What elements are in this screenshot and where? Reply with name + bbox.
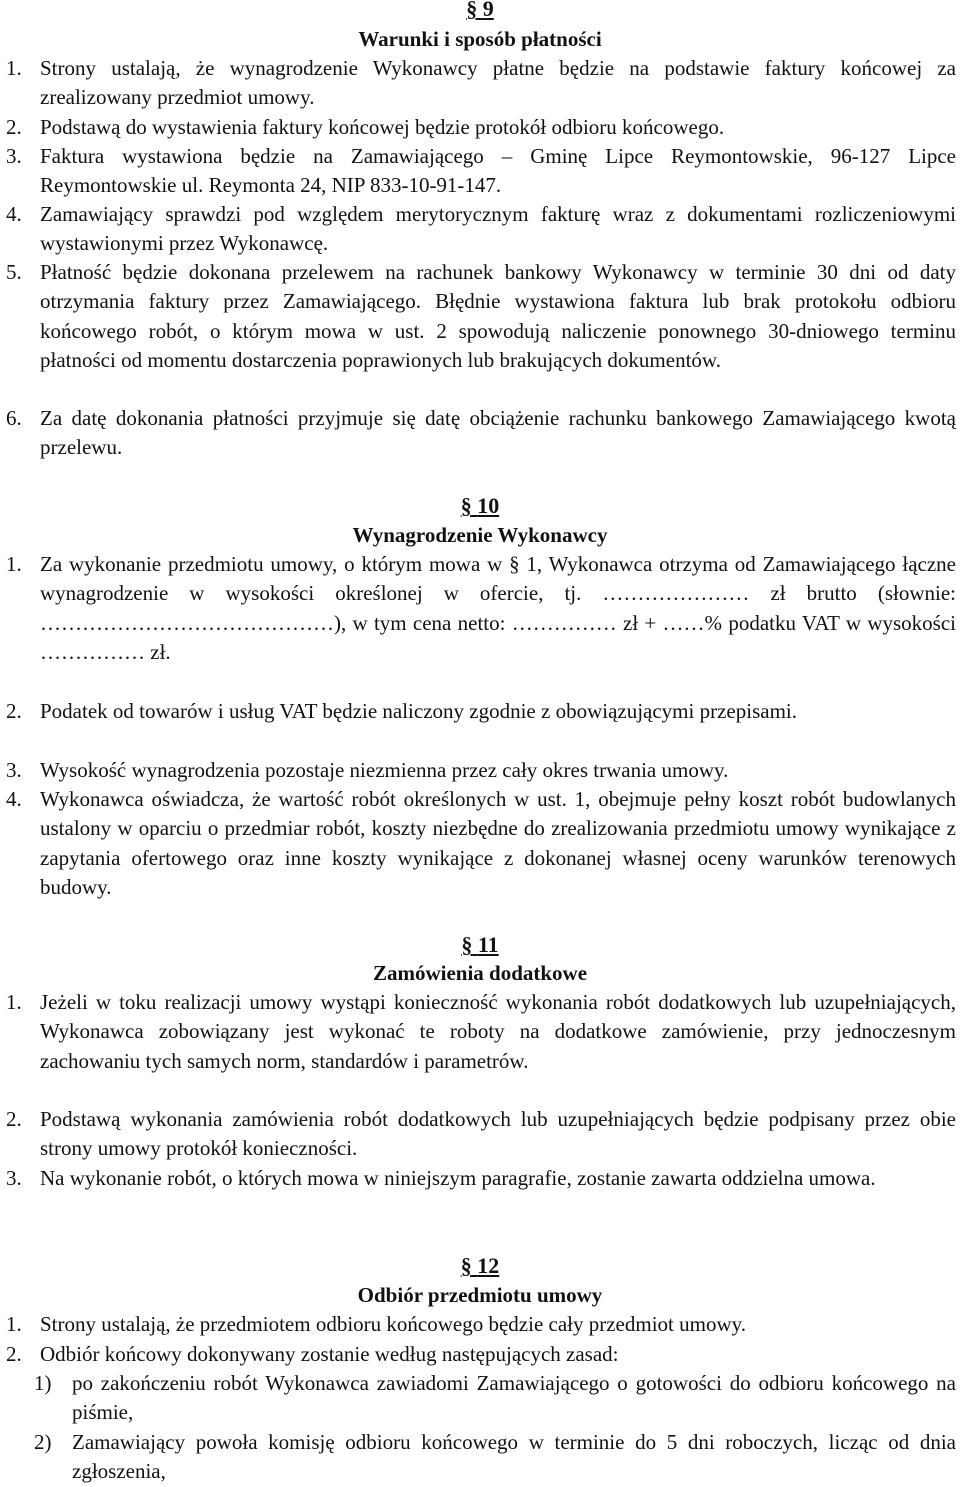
- s10-item-2: 2. Podatek od towarów i usług VAT będzie naliczony zgodnie z obowiązującymi przepisami.: [6, 699, 797, 723]
- s9-item-2: 2. Podstawą do wystawienia faktury końcowej będzie protokół odbioru końcowego.: [6, 115, 725, 139]
- s12-item-1: 1. Strony ustalają, że przedmiotem odbioru końcowego będzie cały przedmiot umowy.: [6, 1312, 747, 1336]
- s9-item-3: 3. Faktura wystawiona będzie na Zamawiającego – Gminę Lipce Reymontowskie, 96-127 Lipce Reymontowskie ul. Reymonta 24, NIP 833-10-91-147.: [6, 144, 956, 198]
- section-9-number: § 9: [466, 0, 494, 21]
- section-10-title: Wynagrodzenie Wykonawcy: [352, 523, 608, 547]
- section-12-number: § 12: [460, 1253, 500, 1278]
- s11-item-3: 3. Na wykonanie robót, o których mowa w niniejszym paragrafie, zostanie zawarta oddzielna umowa.: [6, 1166, 876, 1190]
- s11-item-1: 1. Jeżeli w toku realizacji umowy wystąpi konieczność wykonania robót dodatkowych lub uzupełniających, Wykonawca zobowiązany jest wykonać te roboty na dodatkowe zamówienie, przy jednoczesnym zachowaniu tych samych norm, standardów i parametrów.: [6, 990, 956, 1073]
- section-9-title: Warunki i sposób płatności: [358, 27, 602, 51]
- s10-item-4: 4. Wykonawca oświadcza, że wartość robót określonych w ust. 1, obejmuje pełny koszt robót budowlanych ustalony w oparciu o przedmiar robót, koszty niezbędne do zrealizowania przedmiotu umowy wynikające z zapytania ofertowego oraz inne koszty wynikające z dokonanej własnej oceny warunków terenowych budowy.: [6, 787, 956, 899]
- s12-subitem-2: 2) Zamawiający powoła komisję odbioru końcowego w terminie do 5 dni roboczych, licząc od dnia zgłoszenia,: [34, 1430, 956, 1484]
- s10-item-3: 3. Wysokość wynagrodzenia pozostaje niezmienna przez cały okres trwania umowy.: [6, 758, 729, 782]
- section-11-number: § 11: [461, 932, 499, 957]
- s9-item-6: 6. Za datę dokonania płatności przyjmuje się datę obciążenie rachunku bankowego Zamawiającego kwotą przelewu.: [6, 406, 956, 460]
- s12-subitem-1: 1) po zakończeniu robót Wykonawca zawiadomi Zamawiającego o gotowości do odbioru końcowego na piśmie,: [34, 1371, 956, 1425]
- section-12-title: Odbiór przedmiotu umowy: [357, 1283, 603, 1307]
- s9-item-4: 4. Zamawiający sprawdzi pod względem merytorycznym fakturę wraz z dokumentami rozliczeniowymi wystawionymi przez Wykonawcę.: [6, 202, 956, 256]
- section-11-title: Zamówienia dodatkowe: [372, 961, 588, 985]
- s12-item-2: 2. Odbiór końcowy dokonywany zostanie według następujących zasad:: [6, 1342, 619, 1366]
- s9-item-1: 1. Strony ustalają, że wynagrodzenie Wykonawcy płatne będzie na podstawie faktury końcowej za zrealizowany przedmiot umowy.: [6, 56, 956, 110]
- s11-item-2: 2. Podstawą wykonania zamówienia robót dodatkowych lub uzupełniających będzie podpisany przez obie strony umowy protokół konieczności.: [6, 1107, 956, 1161]
- section-10-number: § 10: [460, 493, 500, 518]
- s9-item-5: 5. Płatność będzie dokonana przelewem na rachunek bankowy Wykonawcy w terminie 30 dni od daty otrzymania faktury przez Zamawiającego. Błędnie wystawiona faktura lub brak protokołu odbioru końcowego robót, o którym mowa w ust. 2 spowodują naliczenie ponownego 30-dniowego terminu płatności od momentu dostarczenia poprawionych lub brakujących dokumentów.: [6, 260, 956, 372]
- s10-item-1: 1. Za wykonanie przedmiotu umowy, o którym mowa w § 1, Wykonawca otrzyma od Zamawiającego łączne wynagrodzenie w wysokości określonej w ofercie, tj. ………………… zł brutto (słownie: ……………………………………), w tym cena netto: …………… zł + ……% podatku VAT w wysokości …………… zł.: [6, 552, 956, 664]
